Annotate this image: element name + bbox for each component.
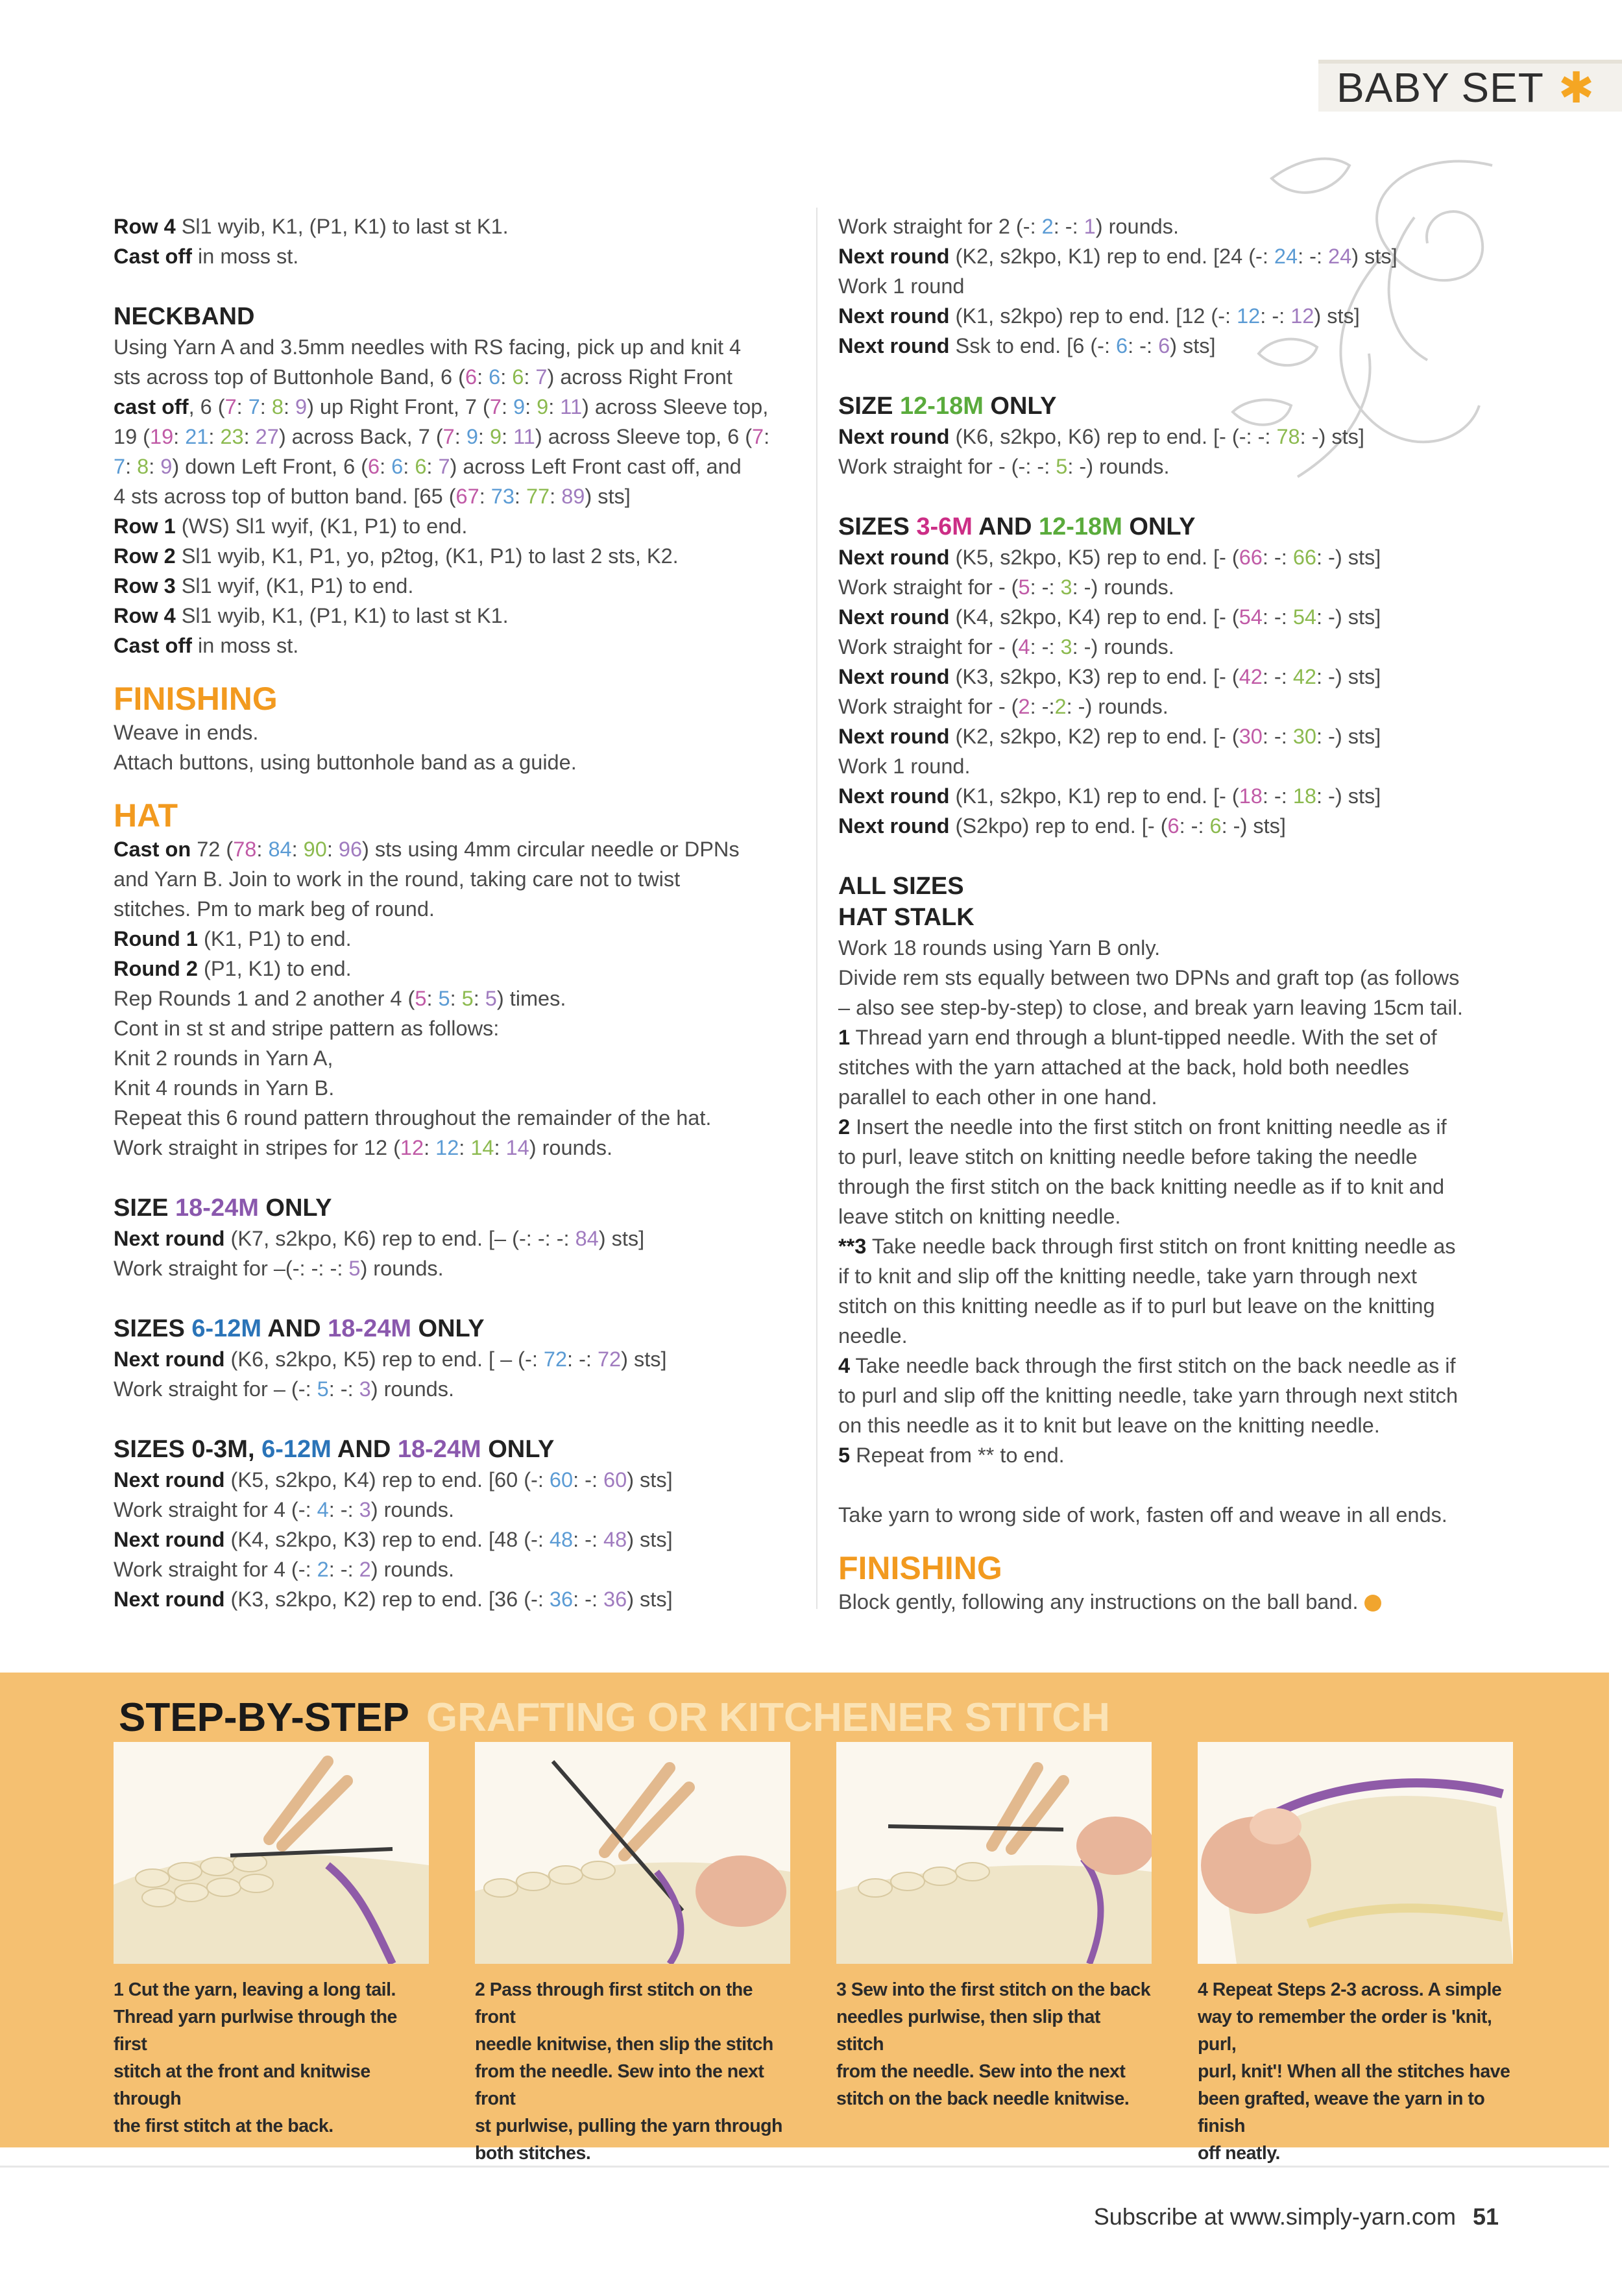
size-heading: SIZE 18-24M ONLY xyxy=(114,1194,332,1222)
instruction-line: Next round (K2, s2kpo, K1) rep to end. [24 (-: 24: -: 24) sts] xyxy=(838,245,1398,268)
instruction-line: Round 1 (K1, P1) to end. xyxy=(114,927,352,950)
section-tag-label: BABY SET xyxy=(1337,64,1544,111)
instruction-line: Work straight for - (4: -: 3: -) rounds. xyxy=(838,635,1174,659)
left-column xyxy=(114,211,803,1614)
instruction-line: Next round (K4, s2kpo, K3) rep to end. [48 (-: 48: -: 48) sts] xyxy=(114,1528,673,1551)
body-text: 7: 8: 9) down Left Front, 6 (6: 6: 6: 7) across Left Front cast off, and xyxy=(114,455,742,478)
body-text: Knit 4 rounds in Yarn B. xyxy=(114,1076,335,1100)
body-text: stitches with the yarn attached at the back, hold both needles xyxy=(838,1056,1409,1079)
step-caption-3: 3 Sew into the first stitch on the back needles purlwise, then slip that stitch from the needle. Sew into the next stitch on the back needle knitwise. xyxy=(836,1979,1151,2109)
instruction-line: Work straight for –(-: -: -: 5) rounds. xyxy=(114,1257,444,1280)
body-text: Weave in ends. xyxy=(114,721,259,744)
body-text: if to knit and slip off the knitting needle, take yarn through next xyxy=(838,1264,1417,1288)
hat-heading: HAT xyxy=(114,797,178,834)
instruction-line: Row 4 Sl1 wyib, K1, (P1, K1) to last st K1. xyxy=(114,604,509,627)
body-text: sts across top of Buttonhole Band, 6 (6: 6: 6: 7) across Right Front xyxy=(114,365,732,389)
instruction-line: Round 2 (P1, K1) to end. xyxy=(114,957,352,980)
instruction-line: Next round (K4, s2kpo, K4) rep to end. [- (54: -: 54: -) sts] xyxy=(838,605,1381,629)
size-heading: SIZES 6-12M AND 18-24M ONLY xyxy=(114,1315,485,1342)
step-photo-4 xyxy=(1198,1742,1513,1964)
instruction-line: Next round (K2, s2kpo, K2) rep to end. [- (30: -: 30: -) sts] xyxy=(838,725,1381,748)
body-text: cast off, 6 (7: 7: 8: 9) up Right Front, 7 (7: 9: 9: 11) across Sleeve top, xyxy=(114,395,769,418)
instruction-line: Next round (K7, s2kpo, K6) rep to end. [– (-: -: -: 84) sts] xyxy=(114,1227,645,1250)
page-number: 51 xyxy=(1472,2203,1499,2230)
body-text: leave stitch on knitting needle. xyxy=(838,1205,1121,1228)
instruction-line: Work straight for – (-: 5: -: 3) rounds. xyxy=(114,1377,455,1401)
instruction-line: Cast off in moss st. xyxy=(114,245,299,268)
section-tag xyxy=(1318,60,1622,112)
instruction-line: Next round (K6, s2kpo, K6) rep to end. [- (-: -: 78: -) sts] xyxy=(838,425,1364,448)
column-divider xyxy=(816,208,817,1609)
instruction-line: Work straight for - (5: -: 3: -) rounds. xyxy=(838,575,1174,599)
body-text: – also see step-by-step) to close, and break yarn leaving 15cm tail. xyxy=(838,996,1463,1019)
instruction-line: Next round (K1, s2kpo) rep to end. [12 (-: 12: -: 12) sts] xyxy=(838,304,1360,328)
instruction-line: Row 1 (WS) Sl1 wyif, (K1, P1) to end. xyxy=(114,514,468,538)
step-caption-1: 1 Cut the yarn, leaving a long tail. Thread yarn purlwise through the first stitch at the front and knitwise through the first stitch at the back. xyxy=(114,1979,397,2136)
body-text: to purl and slip off the knitting needle, take yarn through next stitch xyxy=(838,1384,1459,1407)
subscribe-link[interactable]: Subscribe at www.simply-yarn.com xyxy=(1093,2203,1456,2230)
instruction-line: Next round (K5, s2kpo, K4) rep to end. [60 (-: 60: -: 60) sts] xyxy=(114,1468,673,1492)
instruction-line: Work straight for 2 (-: 2: -: 1) rounds. xyxy=(838,215,1180,238)
step-photo-3 xyxy=(836,1742,1152,1964)
body-text: Take yarn to wrong side of work, fasten off and weave in all ends. xyxy=(838,1503,1447,1527)
page-footer xyxy=(1094,2203,1499,2230)
body-text: Rep Rounds 1 and 2 another 4 (5: 5: 5: 5) times. xyxy=(114,987,566,1010)
body-text: Cast on 72 (78: 84: 90: 96) sts using 4mm circular needle or DPNs xyxy=(114,838,740,861)
body-text: needle. xyxy=(838,1324,908,1347)
body-text: Knit 2 rounds in Yarn A, xyxy=(114,1046,333,1070)
instruction-line: Work straight for - (2: -:2: -) rounds. xyxy=(838,695,1168,718)
body-text: stitch on this knitting needle as if to purl but leave on the knitting xyxy=(838,1294,1435,1318)
instruction-line: Row 2 Sl1 wyib, K1, P1, yo, p2tog, (K1, P1) to last 2 sts, K2. xyxy=(114,544,679,568)
body-text: 4 Take needle back through the first stitch on the back needle as if xyxy=(838,1354,1456,1377)
body-text: 1 Thread yarn end through a blunt-tipped needle. With the set of xyxy=(838,1026,1437,1049)
right-column xyxy=(838,211,1529,1617)
size-heading: SIZE 12-18M ONLY xyxy=(838,393,1057,420)
body-text: Cont in st st and stripe pattern as follows: xyxy=(114,1017,500,1040)
instruction-line: Work 1 round. xyxy=(838,755,971,778)
size-heading: SIZES 0-3M, 6-12M AND 18-24M ONLY xyxy=(114,1436,555,1463)
instruction-line: Next round Ssk to end. [6 (-: 6: -: 6) sts] xyxy=(838,334,1216,357)
instruction-line: Work 1 round xyxy=(838,274,965,298)
instruction-line: Cast off in moss st. xyxy=(114,634,299,657)
finishing-heading: FINISHING xyxy=(114,681,278,717)
instruction-line: Work straight for 4 (-: 4: -: 3) rounds. xyxy=(114,1498,455,1521)
hat-stalk-heading: HAT STALK xyxy=(838,904,974,931)
yarn-ball-end-icon xyxy=(1364,1595,1381,1612)
body-text: and Yarn B. Join to work in the round, taking care not to twist xyxy=(114,867,681,891)
body-text: 4 sts across top of button band. [65 (67: 73: 77: 89) sts] xyxy=(114,485,631,508)
instruction-line: Next round (K5, s2kpo, K5) rep to end. [- (66: -: 66: -) sts] xyxy=(838,546,1381,569)
body-text: Work 18 rounds using Yarn B only. xyxy=(838,936,1161,960)
body-text: stitches. Pm to mark beg of round. xyxy=(114,897,435,921)
instruction-line: Work straight for 4 (-: 2: -: 2) rounds. xyxy=(114,1558,455,1581)
body-text: 2 Insert the needle into the first stitch on front knitting needle as if xyxy=(838,1115,1447,1139)
body-text: on this needle as it to knit but leave on the knitting needle. xyxy=(838,1414,1380,1437)
body-text: parallel to each other in one hand. xyxy=(838,1085,1157,1109)
instruction-line: Next round (K3, s2kpo, K3) rep to end. [- (42: -: 42: -) sts] xyxy=(838,665,1381,688)
neckband-heading: NECKBAND xyxy=(114,303,255,330)
instruction-line: Work straight for - (-: -: 5: -) rounds. xyxy=(838,455,1170,478)
body-text: Using Yarn A and 3.5mm needles with RS facing, pick up and knit 4 xyxy=(114,335,742,359)
size-heading: SIZES 3-6M AND 12-18M ONLY xyxy=(838,513,1196,540)
step-caption-2: 2 Pass through first stitch on the front needle knitwise, then slip the stitch from the needle. Sew into the next front st purlwise, pulling the yarn through both stitches. xyxy=(475,1979,782,2164)
instruction-line: Next round (K3, s2kpo, K2) rep to end. [36 (-: 36: -: 36) sts] xyxy=(114,1588,673,1611)
body-text: Block gently, following any instructions on the ball band. xyxy=(838,1587,1529,1617)
instruction-line: Next round (K1, s2kpo, K1) rep to end. [- (18: -: 18: -) sts] xyxy=(838,784,1381,808)
body-text: 19 (19: 21: 23: 27) across Back, 7 (7: 9: 9: 11) across Sleeve top, 6 (7: xyxy=(114,425,770,448)
body-text: **3 Take needle back through first stitch on front knitting needle as xyxy=(838,1235,1456,1258)
finishing-heading: FINISHING xyxy=(838,1550,1002,1586)
instruction-line: Next round (S2kpo) rep to end. [- (6: -: 6: -) sts] xyxy=(838,814,1286,838)
step-by-step-title: STEP-BY-STEP GRAFTING OR KITCHENER STITCH xyxy=(119,1695,1110,1740)
instruction-line: Row 3 Sl1 wyif, (K1, P1) to end. xyxy=(114,574,414,598)
all-sizes-heading: ALL SIZES xyxy=(838,873,964,900)
instruction-line: Next round (K6, s2kpo, K5) rep to end. [ – (-: 72: -: 72) sts] xyxy=(114,1347,667,1371)
body-text: Divide rem sts equally between two DPNs and graft top (as follows xyxy=(838,966,1460,989)
asterisk-icon: ✱ xyxy=(1558,63,1595,112)
body-text: Attach buttons, using buttonhole band as a guide. xyxy=(114,751,577,774)
body-text: Repeat this 6 round pattern throughout the remainder of the hat. xyxy=(114,1106,712,1130)
step-caption-4: 4 Repeat Steps 2-3 across. A simple way to remember the order is 'knit, purl, purl, knit'! When all the stitches have been grafted, weave the yarn in to finish off neatly. xyxy=(1198,1979,1510,2164)
step-photo-2 xyxy=(475,1742,790,1964)
body-text: 5 Repeat from ** to end. xyxy=(838,1444,1065,1467)
body-text: to purl, leave stitch on knitting needle before taking the needle xyxy=(838,1145,1418,1168)
footer-rule xyxy=(0,2166,1609,2168)
body-text: Work straight in stripes for 12 (12: 12: 14: 14) rounds. xyxy=(114,1136,612,1159)
body-text: through the first stitch on the back knitting needle as if to knit and xyxy=(838,1175,1445,1198)
step-photo-1 xyxy=(114,1742,429,1964)
instruction-line: Row 4 Sl1 wyib, K1, (P1, K1) to last st K1. xyxy=(114,215,509,238)
